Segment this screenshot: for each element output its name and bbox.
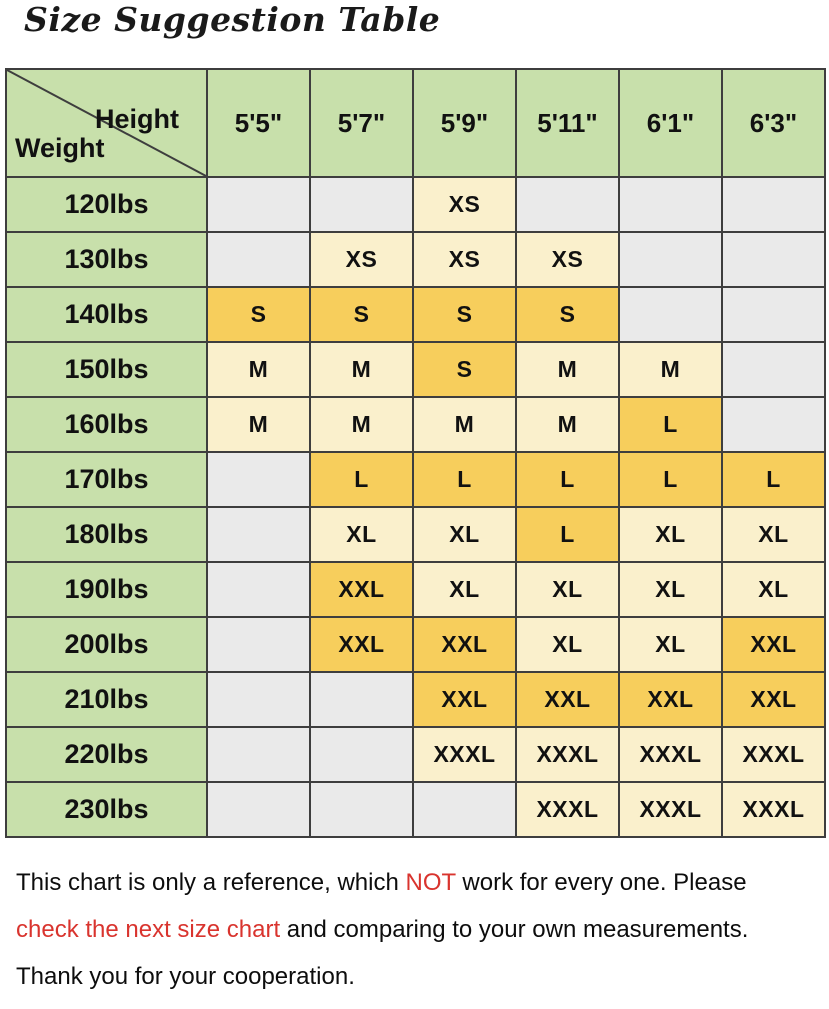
size-cell: L: [310, 452, 413, 507]
size-cell: L: [516, 507, 619, 562]
table-row: [6, 232, 825, 287]
size-cell: S: [413, 342, 516, 397]
weight-label: 200lbs: [6, 617, 207, 672]
size-cell: [207, 617, 310, 672]
footer-text: Thank you for your cooperation.: [16, 963, 355, 990]
size-cell: [207, 507, 310, 562]
size-cell: [722, 177, 825, 232]
size-cell: XL: [619, 507, 722, 562]
size-cell: S: [207, 287, 310, 342]
size-cell: XXXL: [722, 727, 825, 782]
size-cell: XXL: [619, 672, 722, 727]
height-header: 5'7": [310, 69, 413, 177]
size-cell: [619, 287, 722, 342]
size-cell: [207, 452, 310, 507]
size-cell: S: [413, 287, 516, 342]
size-cell: XL: [413, 507, 516, 562]
footer-note: [16, 868, 821, 1009]
size-cell: [413, 782, 516, 837]
weight-label: 140lbs: [6, 287, 207, 342]
size-cell: XS: [413, 177, 516, 232]
height-header: 5'11": [516, 69, 619, 177]
size-cell: XXXL: [516, 727, 619, 782]
size-cell: XL: [310, 507, 413, 562]
size-cell: L: [413, 452, 516, 507]
size-suggestion-table: [5, 68, 826, 838]
size-cell: M: [413, 397, 516, 452]
size-cell: XL: [619, 562, 722, 617]
footer-line: [16, 962, 821, 992]
size-cell: [516, 177, 619, 232]
weight-label: 150lbs: [6, 342, 207, 397]
height-header: 5'9": [413, 69, 516, 177]
size-cell: XXXL: [413, 727, 516, 782]
size-cell: M: [516, 397, 619, 452]
size-cell: M: [207, 342, 310, 397]
size-cell: [207, 562, 310, 617]
weight-label: 180lbs: [6, 507, 207, 562]
footer-highlight-text: NOT: [405, 869, 456, 896]
size-cell: XXL: [722, 672, 825, 727]
table-body: [6, 177, 825, 837]
table-row: [6, 342, 825, 397]
footer-line: [16, 868, 821, 898]
size-cell: XXL: [722, 617, 825, 672]
size-cell: L: [619, 397, 722, 452]
table-row: [6, 562, 825, 617]
header-row: [6, 69, 825, 177]
size-cell: XL: [722, 562, 825, 617]
size-cell: XXXL: [516, 782, 619, 837]
table-row: [6, 507, 825, 562]
size-cell: M: [310, 397, 413, 452]
table-row: [6, 177, 825, 232]
corner-weight-label: Weight: [15, 133, 105, 163]
footer-text: work for every one. Please: [455, 869, 747, 896]
size-cell: XXL: [310, 617, 413, 672]
size-cell: M: [310, 342, 413, 397]
size-cell: [207, 177, 310, 232]
weight-label: 170lbs: [6, 452, 207, 507]
size-cell: XS: [413, 232, 516, 287]
size-cell: XL: [516, 562, 619, 617]
size-cell: XL: [619, 617, 722, 672]
size-cell: [310, 672, 413, 727]
size-cell: M: [207, 397, 310, 452]
weight-label: 220lbs: [6, 727, 207, 782]
size-cell: [722, 397, 825, 452]
size-cell: [619, 232, 722, 287]
size-cell: L: [516, 452, 619, 507]
size-cell: [310, 727, 413, 782]
size-cell: [310, 782, 413, 837]
weight-label: 130lbs: [6, 232, 207, 287]
footer-text: and comparing to your own measurements.: [280, 916, 749, 943]
weight-label: 210lbs: [6, 672, 207, 727]
size-cell: S: [516, 287, 619, 342]
table-row: [6, 397, 825, 452]
corner-height-label: Height: [95, 104, 179, 134]
size-cell: XL: [722, 507, 825, 562]
weight-label: 230lbs: [6, 782, 207, 837]
page-title: Size Suggestion Table: [24, 0, 441, 39]
table-row: [6, 782, 825, 837]
size-cell: [722, 287, 825, 342]
weight-label: 190lbs: [6, 562, 207, 617]
size-cell: XS: [310, 232, 413, 287]
height-header: 5'5": [207, 69, 310, 177]
size-cell: XXL: [310, 562, 413, 617]
size-cell: [207, 672, 310, 727]
height-header: 6'3": [722, 69, 825, 177]
size-cell: L: [722, 452, 825, 507]
size-cell: [722, 232, 825, 287]
corner-cell: [6, 69, 207, 177]
table-row: [6, 287, 825, 342]
weight-label: 160lbs: [6, 397, 207, 452]
size-cell: [310, 177, 413, 232]
size-cell: M: [619, 342, 722, 397]
size-cell: XS: [516, 232, 619, 287]
footer-highlight-text: check the next size chart: [16, 916, 281, 943]
table-row: [6, 452, 825, 507]
footer-text: This chart is only a reference, which: [16, 869, 406, 896]
size-cell: XXL: [413, 672, 516, 727]
size-cell: M: [516, 342, 619, 397]
size-cell: L: [619, 452, 722, 507]
height-header: 6'1": [619, 69, 722, 177]
size-cell: XXL: [516, 672, 619, 727]
size-cell: S: [310, 287, 413, 342]
table-row: [6, 672, 825, 727]
size-cell: XL: [413, 562, 516, 617]
size-cell: XXL: [413, 617, 516, 672]
size-cell: XXXL: [722, 782, 825, 837]
size-cell: XXXL: [619, 782, 722, 837]
weight-label: 120lbs: [6, 177, 207, 232]
size-cell: XXXL: [619, 727, 722, 782]
size-cell: [619, 177, 722, 232]
size-cell: XL: [516, 617, 619, 672]
footer-line: [16, 915, 821, 945]
table-row: [6, 617, 825, 672]
size-cell: [722, 342, 825, 397]
size-cell: [207, 782, 310, 837]
size-cell: [207, 232, 310, 287]
size-cell: [207, 727, 310, 782]
table-row: [6, 727, 825, 782]
